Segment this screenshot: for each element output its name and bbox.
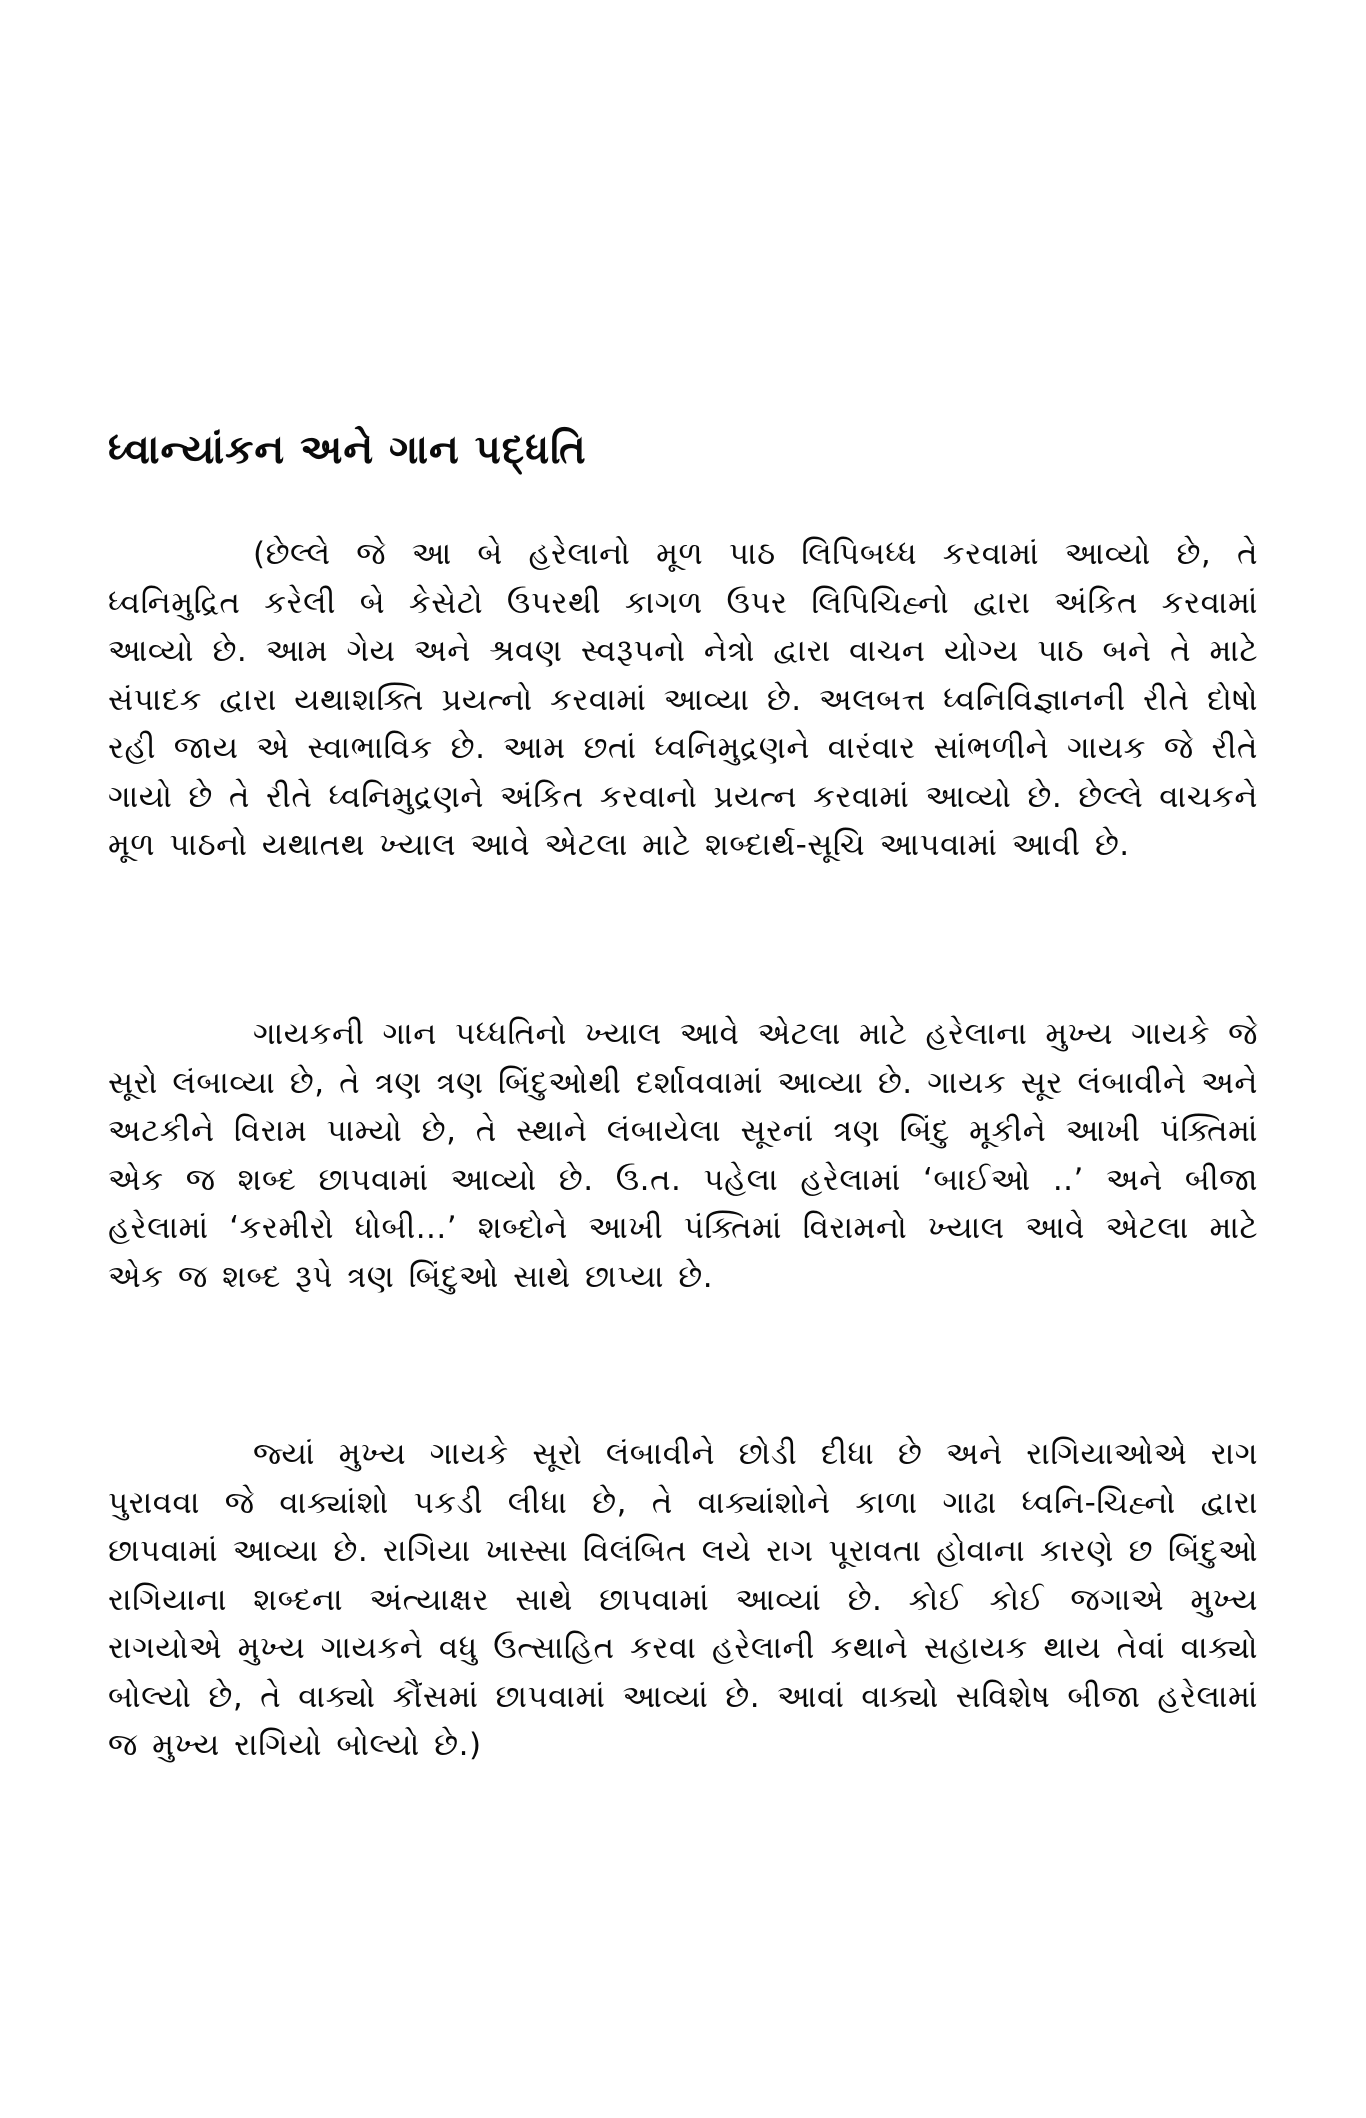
paragraph-transcription-note: (છેલ્લે જે આ બે હરેલાનો મૂળ પાઠ લિપિબધ્ધ કરવામાં આવ્યો છે, તે ધ્વનિમુદ્રિત કરેલી બે કેસેટો ઉપરથી કાગળ ઉપર લિપિચિહ્નો દ્વારા અંકિત કરવામાં આવ્યો છે. આમ ગેય અને શ્રવણ સ્વરૂપનો નેત્રો દ્વારા વાચન યોગ્ય પાઠ બને તે માટે સંપાદક દ્વારા યથાશક્તિ પ્રયત્નો કરવામાં આવ્યા છે. અલબત્ત ધ્વનિવિજ્ઞાનની રીતે દોષો રહી જાય એ સ્વાભાવિક છે. આમ છતાં ધ્વનિમુદ્રણને વારંવાર સાંભળીને ગાયક જે રીતે ગાયો છે તે રીતે ધ્વનિમુદ્રણને અંકિત કરવાનો પ્રયત્ન કરવામાં આવ્યો છે. છેલ્લે વાચકને મૂળ પાઠનો યથાતથ ખ્યાલ આવે એટલા માટે શબ્દાર્થ-સૂચિ આપવામાં આવી છે. [108,536,1258,863]
section-heading: ધ્વાન્યાંકન અને ગાન પદ્ધતિ [108,427,587,473]
paragraph-chorus-notation: જ્યાં મુખ્ય ગાયકે સૂરો લંબાવીને છોડી દીધા છે અને રાગિયાઓએ રાગ પુરાવવા જે વાક્યાંશો પકડી લીધા છે, તે વાક્યાંશોને કાળા ગાઢા ધ્વનિ-ચિહ્નો દ્વારા છાપવામાં આવ્યા છે. રાગિયા ખાસ્સા વિલંબિત લયે રાગ પૂરાવતા હોવાના કારણે છ બિંદુઓ રાગિયાના શબ્દના અંત્યાક્ષર સાથે છાપવામાં આવ્યાં છે. કોઈ કોઈ જગાએ મુખ્ય રાગયોએ મુખ્ય ગાયકને વધુ ઉત્સાહિત કરવા હરેલાની કથાને સહાયક થાય તેવાં વાક્યો બોલ્યો છે, તે વાક્યો કૌંસમાં છાપવામાં આવ્યાં છે. આવાં વાક્યો સવિશેષ બીજા હરેલામાં જ મુખ્ય રાગિયો બોલ્યો છે.) [108,1436,1258,1763]
paragraph-singing-method: ગાયકની ગાન પધ્ધતિનો ખ્યાલ આવે એટલા માટે હરેલાના મુખ્ય ગાયકે જે સૂરો લંબાવ્યા છે, તે ત્રણ ત્રણ બિંદુઓથી દર્શાવવામાં આવ્યા છે. ગાયક સૂર લંબાવીને અને અટકીને વિરામ પામ્યો છે, તે સ્થાને લંબાયેલા સૂરનાં ત્રણ બિંદુ મૂકીને આખી પંક્તિમાં એક જ શબ્દ છાપવામાં આવ્યો છે. ઉ.ત. પહેલા હરેલામાં ‘બાઈઓ ..’ અને બીજા હરેલામાં ‘કરમીરો ધોબી...’ શબ્દોને આખી પંક્તિમાં વિરામનો ખ્યાલ આવે એટલા માટે એક જ શબ્દ રૂપે ત્રણ બિંદુઓ સાથે છાપ્યા છે. [108,1016,1258,1295]
